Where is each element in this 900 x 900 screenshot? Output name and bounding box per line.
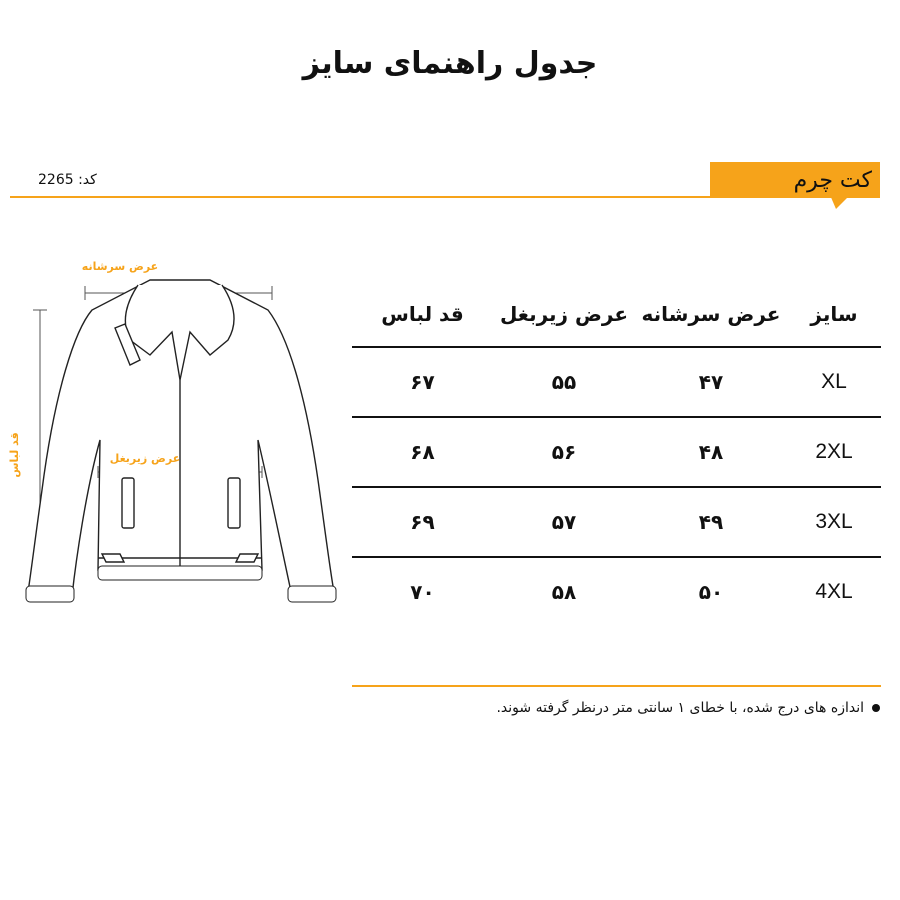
table-row: [352, 417, 881, 487]
tag-pointer: [830, 195, 850, 209]
cell-armpit: ۵۶: [493, 417, 635, 487]
cell-shoulder: ۵۰: [698, 580, 724, 604]
cell-length: ۶۹: [352, 487, 493, 557]
bullet-icon: [872, 704, 880, 712]
product-tag: کت چرم: [793, 168, 872, 193]
size-table: [352, 282, 881, 626]
cell-length: ۶۸: [352, 417, 493, 487]
cell-length: ۷۰: [410, 580, 435, 604]
jacket-outline: [28, 280, 334, 596]
length-label: قد لباس: [8, 432, 21, 478]
cell-shoulder: ۴۷: [635, 347, 787, 417]
cell-size: 4XL: [815, 580, 853, 603]
table-row: [352, 557, 881, 626]
cell-shoulder: ۴۹: [635, 487, 787, 557]
note-text: اندازه های درج شده، با خطای ۱ سانتی متر درنظر گرفته شوند.: [496, 700, 864, 716]
page-title: جدول راهنمای سایز: [302, 46, 598, 81]
table-row: [352, 347, 881, 417]
header-divider: [10, 196, 880, 198]
header-shoulder: عرض سرشانه: [635, 282, 787, 347]
cell-armpit: ۵۸: [551, 580, 577, 604]
cell-length: ۶۷: [352, 347, 493, 417]
header-length: قد لباس: [352, 282, 493, 347]
jacket-diagram: [0, 240, 340, 630]
header-size: سایز: [787, 282, 881, 347]
armpit-width-label: عرض زیربغل: [109, 452, 181, 465]
header-armpit: عرض زیربغل: [493, 282, 635, 347]
cell-size: 2XL: [787, 417, 881, 487]
cell-armpit: ۵۷: [493, 487, 635, 557]
cell-armpit: ۵۵: [493, 347, 635, 417]
table-bottom-divider: [352, 685, 881, 687]
table-header-row: [352, 282, 881, 347]
measurement-note: [380, 700, 880, 716]
product-code: کد: 2265: [38, 172, 97, 188]
cell-size: XL: [787, 347, 881, 417]
table-row: [352, 487, 881, 557]
cell-shoulder: ۴۸: [635, 417, 787, 487]
shoulder-width-label: عرض سرشانه: [81, 260, 159, 273]
cell-size: 3XL: [787, 487, 881, 557]
